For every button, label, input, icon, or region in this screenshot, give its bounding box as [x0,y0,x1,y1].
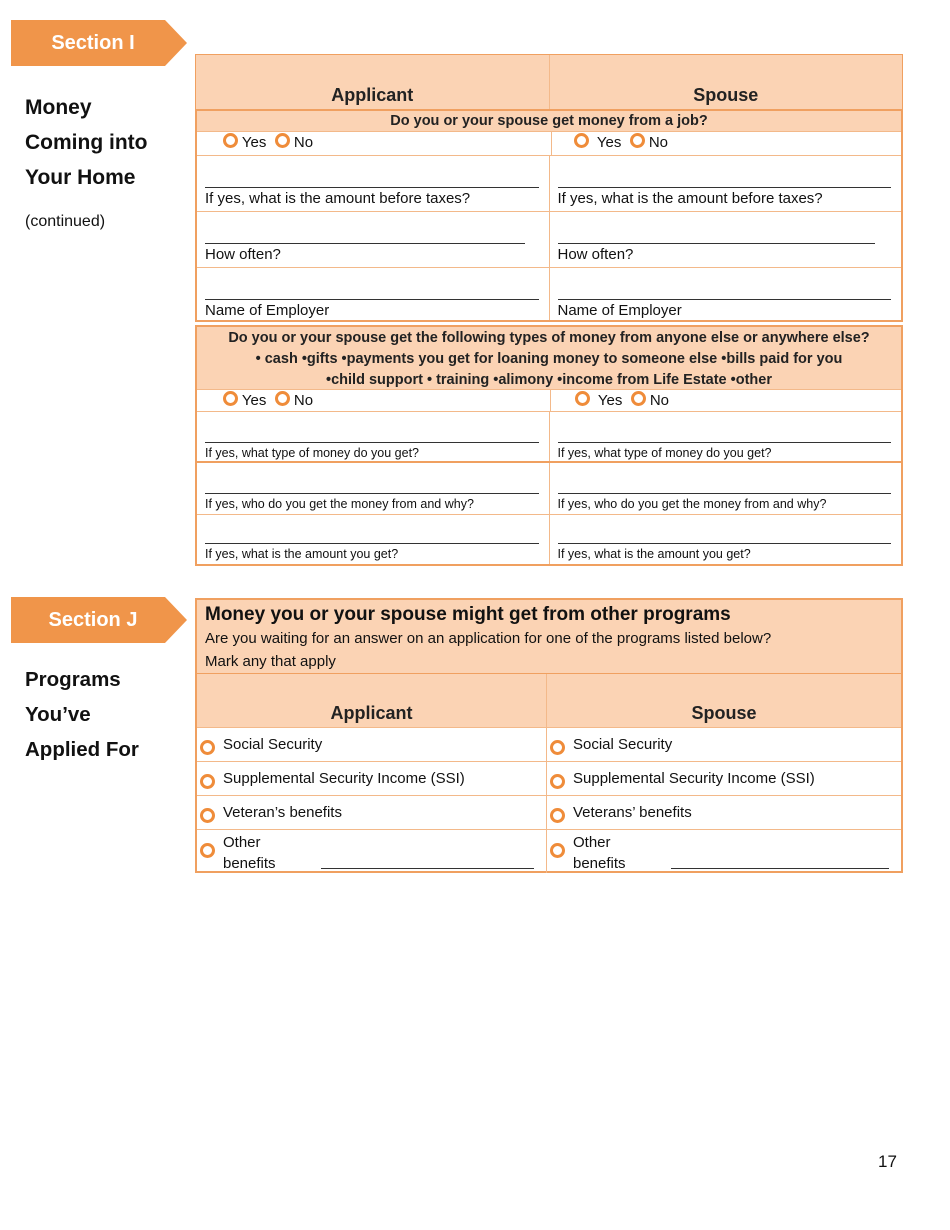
benefits-word: benefits [223,855,276,872]
spouse-other-yes-radio[interactable] [575,391,590,406]
spouse-veterans-radio[interactable] [550,808,565,823]
section-j-tag [11,597,187,643]
other-money-types-line: • cash •gifts •payments you get for loaning money to someone else •bills paid for you [255,351,843,367]
amount-label: If yes, what is the amount before taxes? [557,190,823,207]
section-j-title-line: Programs [25,668,121,691]
applicant-money-amount-field[interactable] [197,515,549,564]
section-i-title-line: Coming into [25,131,148,154]
applicant-other-choice [197,390,550,411]
spouse-how-often-field[interactable] [549,212,902,267]
yes-label: Yes [241,392,267,409]
spouse-money-type-field[interactable] [549,412,902,461]
spouse-program-option[interactable] [546,796,901,829]
section-i-column-header [195,54,903,111]
section-i-title-line: Your Home [25,166,136,189]
spouse-job-choice [551,132,902,155]
money-amount-label: If yes, what is the amount you get? [557,547,751,561]
applicant-column-heading: Applicant [330,703,413,723]
other-money-question-line: Do you or your spouse get the following types of money from anyone else or anywhere else? [228,330,870,346]
other-money-table [195,325,903,566]
money-source-label: If yes, who do you get the money from and why? [205,497,474,511]
spouse-other-benefits-radio[interactable] [550,843,565,858]
option-label: Veteran’s benefits [223,804,342,821]
money-source-label: If yes, who do you get the money from and why? [557,497,827,511]
section-i-note: (continued) [25,213,106,230]
applicant-column-heading: Applicant [331,85,414,105]
answer-line [558,493,892,494]
applicant-job-no-radio[interactable] [275,133,290,148]
option-label: Veterans’ benefits [573,804,692,821]
applicant-veterans-radio[interactable] [200,808,215,823]
applicant-other-no-radio[interactable] [275,391,290,406]
other-benefits-line [321,868,534,869]
spouse-column-heading: Spouse [549,55,903,111]
other-benefits-line [671,868,889,869]
other-word: Other [573,834,611,851]
money-type-label: If yes, what type of money do you get? [205,446,420,460]
applicant-other-yes-radio[interactable] [223,391,238,406]
benefits-word: benefits [573,855,626,872]
spouse-other-no-radio[interactable] [631,391,646,406]
no-label: No [649,392,670,409]
applicant-other-benefits-radio[interactable] [200,843,215,858]
spouse-employer-field[interactable] [549,268,902,320]
answer-line [205,243,525,244]
section-i-label: Section I [51,32,135,54]
answer-line [205,299,539,300]
spouse-amount-field[interactable] [549,156,902,211]
programs-heading: Money you or your spouse might get from other programs [205,604,731,625]
applicant-job-choice [197,132,551,155]
yes-label: Yes [596,134,622,151]
job-income-table [195,109,903,322]
spouse-program-option[interactable] [546,762,901,795]
programs-header [197,600,901,673]
section-i-title-line: Money [25,96,92,119]
applicant-program-option[interactable] [197,762,546,795]
section-i-tag [11,20,187,66]
other-money-question [197,328,901,389]
section-j-title-line: You’ve [25,703,91,726]
spouse-column-heading: Spouse [546,674,901,727]
answer-line [558,187,892,188]
spouse-money-amount-field[interactable] [549,515,902,564]
page-number: 17 [878,1152,897,1171]
answer-line [205,442,539,443]
job-income-question: Do you or your spouse get money from a job? [390,113,708,129]
other-benefits-label [223,832,276,874]
other-word: Other [223,834,261,851]
applicant-ssi-radio[interactable] [200,774,215,789]
no-label: No [293,392,314,409]
answer-line [558,299,892,300]
other-money-types-line: •child support • training •alimony •income from Life Estate •other [326,372,772,388]
answer-line [205,543,539,544]
spouse-program-option[interactable] [546,728,901,761]
answer-line [205,493,539,494]
answer-line [558,442,892,443]
answer-line [558,543,892,544]
applicant-how-often-field[interactable] [197,212,549,267]
other-benefits-label [573,832,626,874]
section-j-label: Section J [48,609,138,631]
how-often-label: How often? [557,246,634,263]
option-label: Supplemental Security Income (SSI) [573,770,815,787]
applicant-job-yes-radio[interactable] [223,133,238,148]
option-label: Social Security [573,736,673,753]
spouse-job-no-radio[interactable] [630,133,645,148]
applicant-money-type-field[interactable] [197,412,549,461]
money-amount-label: If yes, what is the amount you get? [205,547,399,561]
employer-label: Name of Employer [557,302,682,319]
employer-label: Name of Employer [205,302,330,319]
yes-label: Yes [241,134,267,151]
section-j-title [25,662,185,767]
answer-line [205,187,539,188]
how-often-label: How often? [205,246,281,263]
answer-line [558,243,876,244]
amount-label: If yes, what is the amount before taxes? [205,190,471,207]
applicant-program-option[interactable] [197,728,546,761]
applicant-employer-field[interactable] [197,268,549,320]
spouse-social-security-radio[interactable] [550,740,565,755]
applicant-amount-field[interactable] [197,156,549,211]
programs-question: Are you waiting for an answer on an application for one of the programs listed below? [205,630,772,647]
spouse-job-yes-radio[interactable] [574,133,589,148]
applicant-money-source-field[interactable] [197,463,549,514]
section-i-title [25,90,185,195]
spouse-other-benefits-option[interactable] [546,830,901,873]
programs-table [195,598,903,873]
money-type-label: If yes, what type of money do you get? [557,446,772,460]
applicant-social-security-radio[interactable] [200,740,215,755]
section-j-title-line: Applied For [25,738,139,761]
spouse-other-choice [550,390,902,411]
option-label: Supplemental Security Income (SSI) [223,770,465,787]
no-label: No [293,134,314,151]
applicant-program-option[interactable] [197,796,546,829]
spouse-ssi-radio[interactable] [550,774,565,789]
no-label: No [648,134,669,151]
yes-label: Yes [597,392,623,409]
spouse-money-source-field[interactable] [549,463,902,514]
applicant-other-benefits-option[interactable] [197,830,546,873]
option-label: Social Security [223,736,323,753]
programs-instruction: Mark any that apply [205,653,336,670]
